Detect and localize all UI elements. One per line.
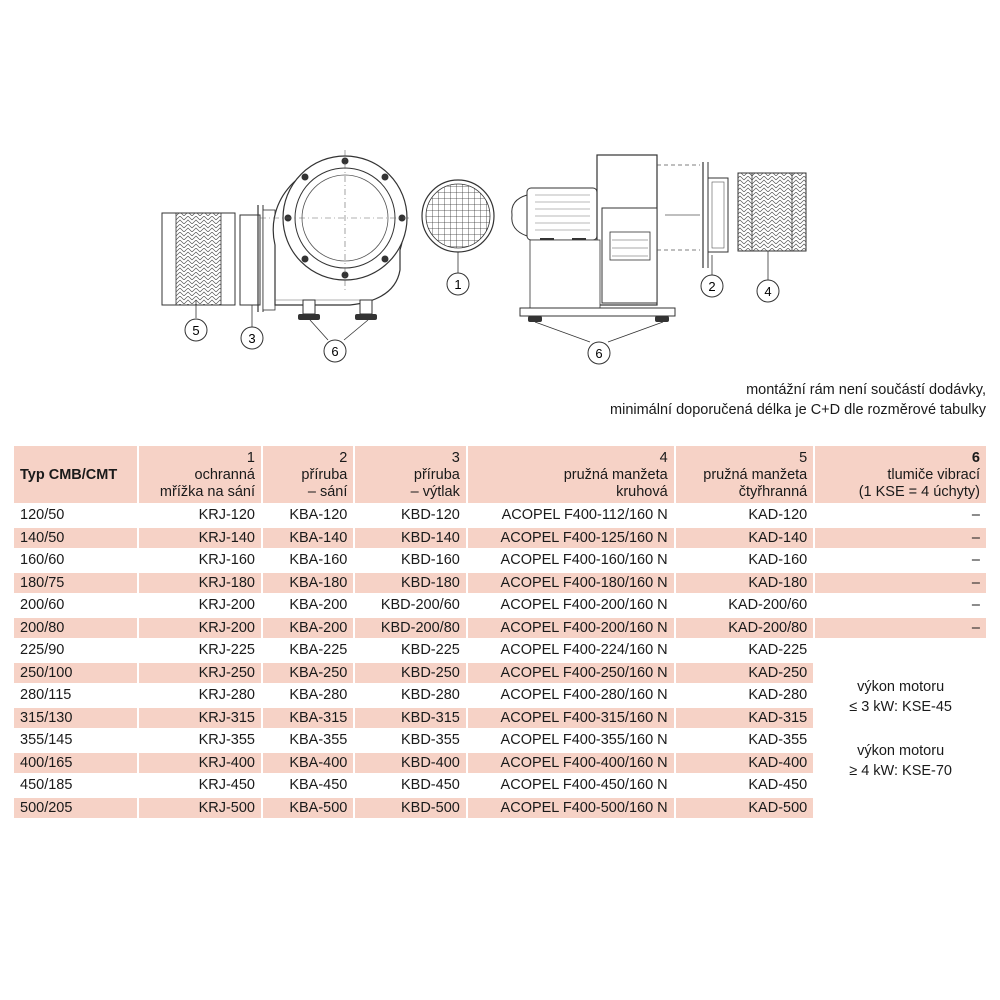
cell-damper: – (815, 573, 986, 594)
svg-text:1: 1 (454, 277, 462, 292)
fan-front-view-drawing (260, 150, 410, 320)
svg-text:4: 4 (764, 284, 772, 299)
cell-flange-inlet: KBA-120 (263, 505, 353, 526)
cell-flange-inlet: KBA-400 (263, 753, 353, 774)
cell-flange-inlet: KBA-280 (263, 685, 353, 706)
cell-flange-outlet: KBD-355 (355, 730, 465, 751)
callout-6-side (588, 342, 610, 364)
header-col-5: 5 pružná manžeta čtyřhranná (676, 446, 814, 503)
header-col-1: 1 ochranná mřížka na sání (139, 446, 262, 503)
header-col-2: 2 příruba – sání (263, 446, 353, 503)
cell-flange-inlet: KBA-315 (263, 708, 353, 729)
cell-type: 200/60 (14, 595, 137, 616)
cell-flange-outlet: KBD-225 (355, 640, 465, 661)
header-type: Typ CMB/CMT (14, 446, 137, 503)
cell-flange-outlet: KBD-140 (355, 528, 465, 549)
svg-text:6: 6 (595, 346, 603, 361)
cell-sleeve-round: ACOPEL F400-500/160 N (468, 798, 674, 819)
table-row (14, 640, 986, 661)
cell-grille: KRJ-500 (139, 798, 262, 819)
callout-3 (241, 327, 263, 349)
cell-flange-inlet: KBA-140 (263, 528, 353, 549)
accessories-table (12, 444, 988, 820)
cell-grille: KRJ-355 (139, 730, 262, 751)
cell-sleeve-square: KAD-225 (676, 640, 814, 661)
cell-grille: KRJ-250 (139, 663, 262, 684)
cell-type: 315/130 (14, 708, 137, 729)
damper-note-small-l1: výkon motoru (857, 679, 945, 695)
table-row (14, 618, 986, 639)
cell-sleeve-square: KAD-180 (676, 573, 814, 594)
cell-type: 250/100 (14, 663, 137, 684)
callout-5 (185, 319, 207, 341)
table-body (14, 505, 986, 818)
cell-grille: KRJ-140 (139, 528, 262, 549)
damper-note-cell (815, 640, 986, 818)
cell-flange-outlet: KBD-160 (355, 550, 465, 571)
note-line-1: montážní rám není součástí dodávky, (746, 382, 986, 398)
inlet-grille-drawing (422, 180, 494, 252)
cell-flange-inlet: KBA-200 (263, 618, 353, 639)
cell-grille: KRJ-280 (139, 685, 262, 706)
cell-sleeve-square: KAD-200/80 (676, 618, 814, 639)
cell-type: 355/145 (14, 730, 137, 751)
cell-flange-outlet: KBD-200/60 (355, 595, 465, 616)
cell-type: 140/50 (14, 528, 137, 549)
cell-type: 225/90 (14, 640, 137, 661)
cell-sleeve-round: ACOPEL F400-250/160 N (468, 663, 674, 684)
cell-flange-outlet: KBD-280 (355, 685, 465, 706)
cell-grille: KRJ-225 (139, 640, 262, 661)
svg-text:3: 3 (248, 331, 256, 346)
table-row (14, 595, 986, 616)
cell-sleeve-square: KAD-140 (676, 528, 814, 549)
cell-sleeve-square: KAD-200/60 (676, 595, 814, 616)
cell-grille: KRJ-315 (139, 708, 262, 729)
fan-accessories-drawing (0, 0, 1000, 380)
cell-grille: KRJ-400 (139, 753, 262, 774)
cell-sleeve-square: KAD-315 (676, 708, 814, 729)
cell-sleeve-square: KAD-280 (676, 685, 814, 706)
cell-sleeve-square: KAD-120 (676, 505, 814, 526)
cell-type: 180/75 (14, 573, 137, 594)
table-header-row (14, 446, 986, 503)
cell-flange-inlet: KBA-500 (263, 798, 353, 819)
cell-sleeve-round: ACOPEL F400-450/160 N (468, 775, 674, 796)
cell-sleeve-round: ACOPEL F400-400/160 N (468, 753, 674, 774)
square-sleeve-left-drawing (162, 213, 235, 305)
cell-sleeve-square: KAD-355 (676, 730, 814, 751)
cell-type: 280/115 (14, 685, 137, 706)
cell-sleeve-round: ACOPEL F400-125/160 N (468, 528, 674, 549)
cell-sleeve-round: ACOPEL F400-160/160 N (468, 550, 674, 571)
cell-flange-outlet: KBD-120 (355, 505, 465, 526)
svg-text:5: 5 (192, 323, 200, 338)
damper-note-small (821, 677, 980, 717)
cell-sleeve-square: KAD-500 (676, 798, 814, 819)
cell-sleeve-round: ACOPEL F400-224/160 N (468, 640, 674, 661)
fan-side-view-drawing (512, 155, 700, 322)
cell-flange-outlet: KBD-400 (355, 753, 465, 774)
cell-flange-outlet: KBD-315 (355, 708, 465, 729)
mounting-frame-note (610, 380, 986, 420)
cell-flange-inlet: KBA-250 (263, 663, 353, 684)
cell-flange-inlet: KBA-225 (263, 640, 353, 661)
cell-flange-outlet: KBD-180 (355, 573, 465, 594)
svg-text:2: 2 (708, 279, 716, 294)
cell-type: 160/60 (14, 550, 137, 571)
damper-note-large (821, 741, 980, 781)
cell-grille: KRJ-120 (139, 505, 262, 526)
header-col-3: 3 příruba – výtlak (355, 446, 465, 503)
callout-2 (701, 275, 723, 297)
round-sleeve-drawing (738, 173, 806, 251)
callout-6-front (324, 340, 346, 362)
cell-flange-outlet: KBD-450 (355, 775, 465, 796)
cell-grille: KRJ-450 (139, 775, 262, 796)
cell-sleeve-round: ACOPEL F400-112/160 N (468, 505, 674, 526)
cell-damper: – (815, 618, 986, 639)
damper-note-large-l2: ≥ 4 kW: KSE-70 (849, 763, 953, 779)
cell-flange-outlet: KBD-250 (355, 663, 465, 684)
header-col-6: 6 tlumiče vibrací (1 KSE = 4 úchyty) (815, 446, 986, 503)
damper-note-small-l2: ≤ 3 kW: KSE-45 (849, 699, 953, 715)
cell-grille: KRJ-180 (139, 573, 262, 594)
cell-damper: – (815, 550, 986, 571)
cell-damper: – (815, 505, 986, 526)
cell-type: 450/185 (14, 775, 137, 796)
cell-flange-outlet: KBD-500 (355, 798, 465, 819)
cell-flange-inlet: KBA-450 (263, 775, 353, 796)
cell-flange-inlet: KBA-200 (263, 595, 353, 616)
damper-note-large-l1: výkon motoru (857, 743, 945, 759)
cell-flange-inlet: KBA-355 (263, 730, 353, 751)
table-row (14, 505, 986, 526)
cell-type: 200/80 (14, 618, 137, 639)
table-row (14, 573, 986, 594)
table-row (14, 528, 986, 549)
cell-flange-outlet: KBD-200/80 (355, 618, 465, 639)
cell-damper: – (815, 528, 986, 549)
cell-grille: KRJ-160 (139, 550, 262, 571)
svg-text:6: 6 (331, 344, 339, 359)
cell-sleeve-round: ACOPEL F400-200/160 N (468, 618, 674, 639)
callout-4 (757, 280, 779, 302)
cell-sleeve-square: KAD-250 (676, 663, 814, 684)
callout-1 (447, 273, 469, 295)
header-col-4: 4 pružná manžeta kruhová (468, 446, 674, 503)
table-row (14, 550, 986, 571)
cell-sleeve-round: ACOPEL F400-355/160 N (468, 730, 674, 751)
cell-sleeve-square: KAD-400 (676, 753, 814, 774)
cell-sleeve-square: KAD-450 (676, 775, 814, 796)
note-line-2: minimální doporučená délka je C+D dle rozměrové tabulky (610, 402, 986, 418)
cell-flange-inlet: KBA-160 (263, 550, 353, 571)
cell-sleeve-round: ACOPEL F400-315/160 N (468, 708, 674, 729)
cell-sleeve-square: KAD-160 (676, 550, 814, 571)
cell-type: 400/165 (14, 753, 137, 774)
cell-sleeve-round: ACOPEL F400-280/160 N (468, 685, 674, 706)
cell-flange-inlet: KBA-180 (263, 573, 353, 594)
outlet-flange-drawing (240, 205, 275, 312)
cell-damper: – (815, 595, 986, 616)
cell-type: 120/50 (14, 505, 137, 526)
cell-grille: KRJ-200 (139, 618, 262, 639)
cell-sleeve-round: ACOPEL F400-200/160 N (468, 595, 674, 616)
cell-type: 500/205 (14, 798, 137, 819)
cell-sleeve-round: ACOPEL F400-180/160 N (468, 573, 674, 594)
inlet-flange-drawing (703, 162, 728, 268)
cell-grille: KRJ-200 (139, 595, 262, 616)
